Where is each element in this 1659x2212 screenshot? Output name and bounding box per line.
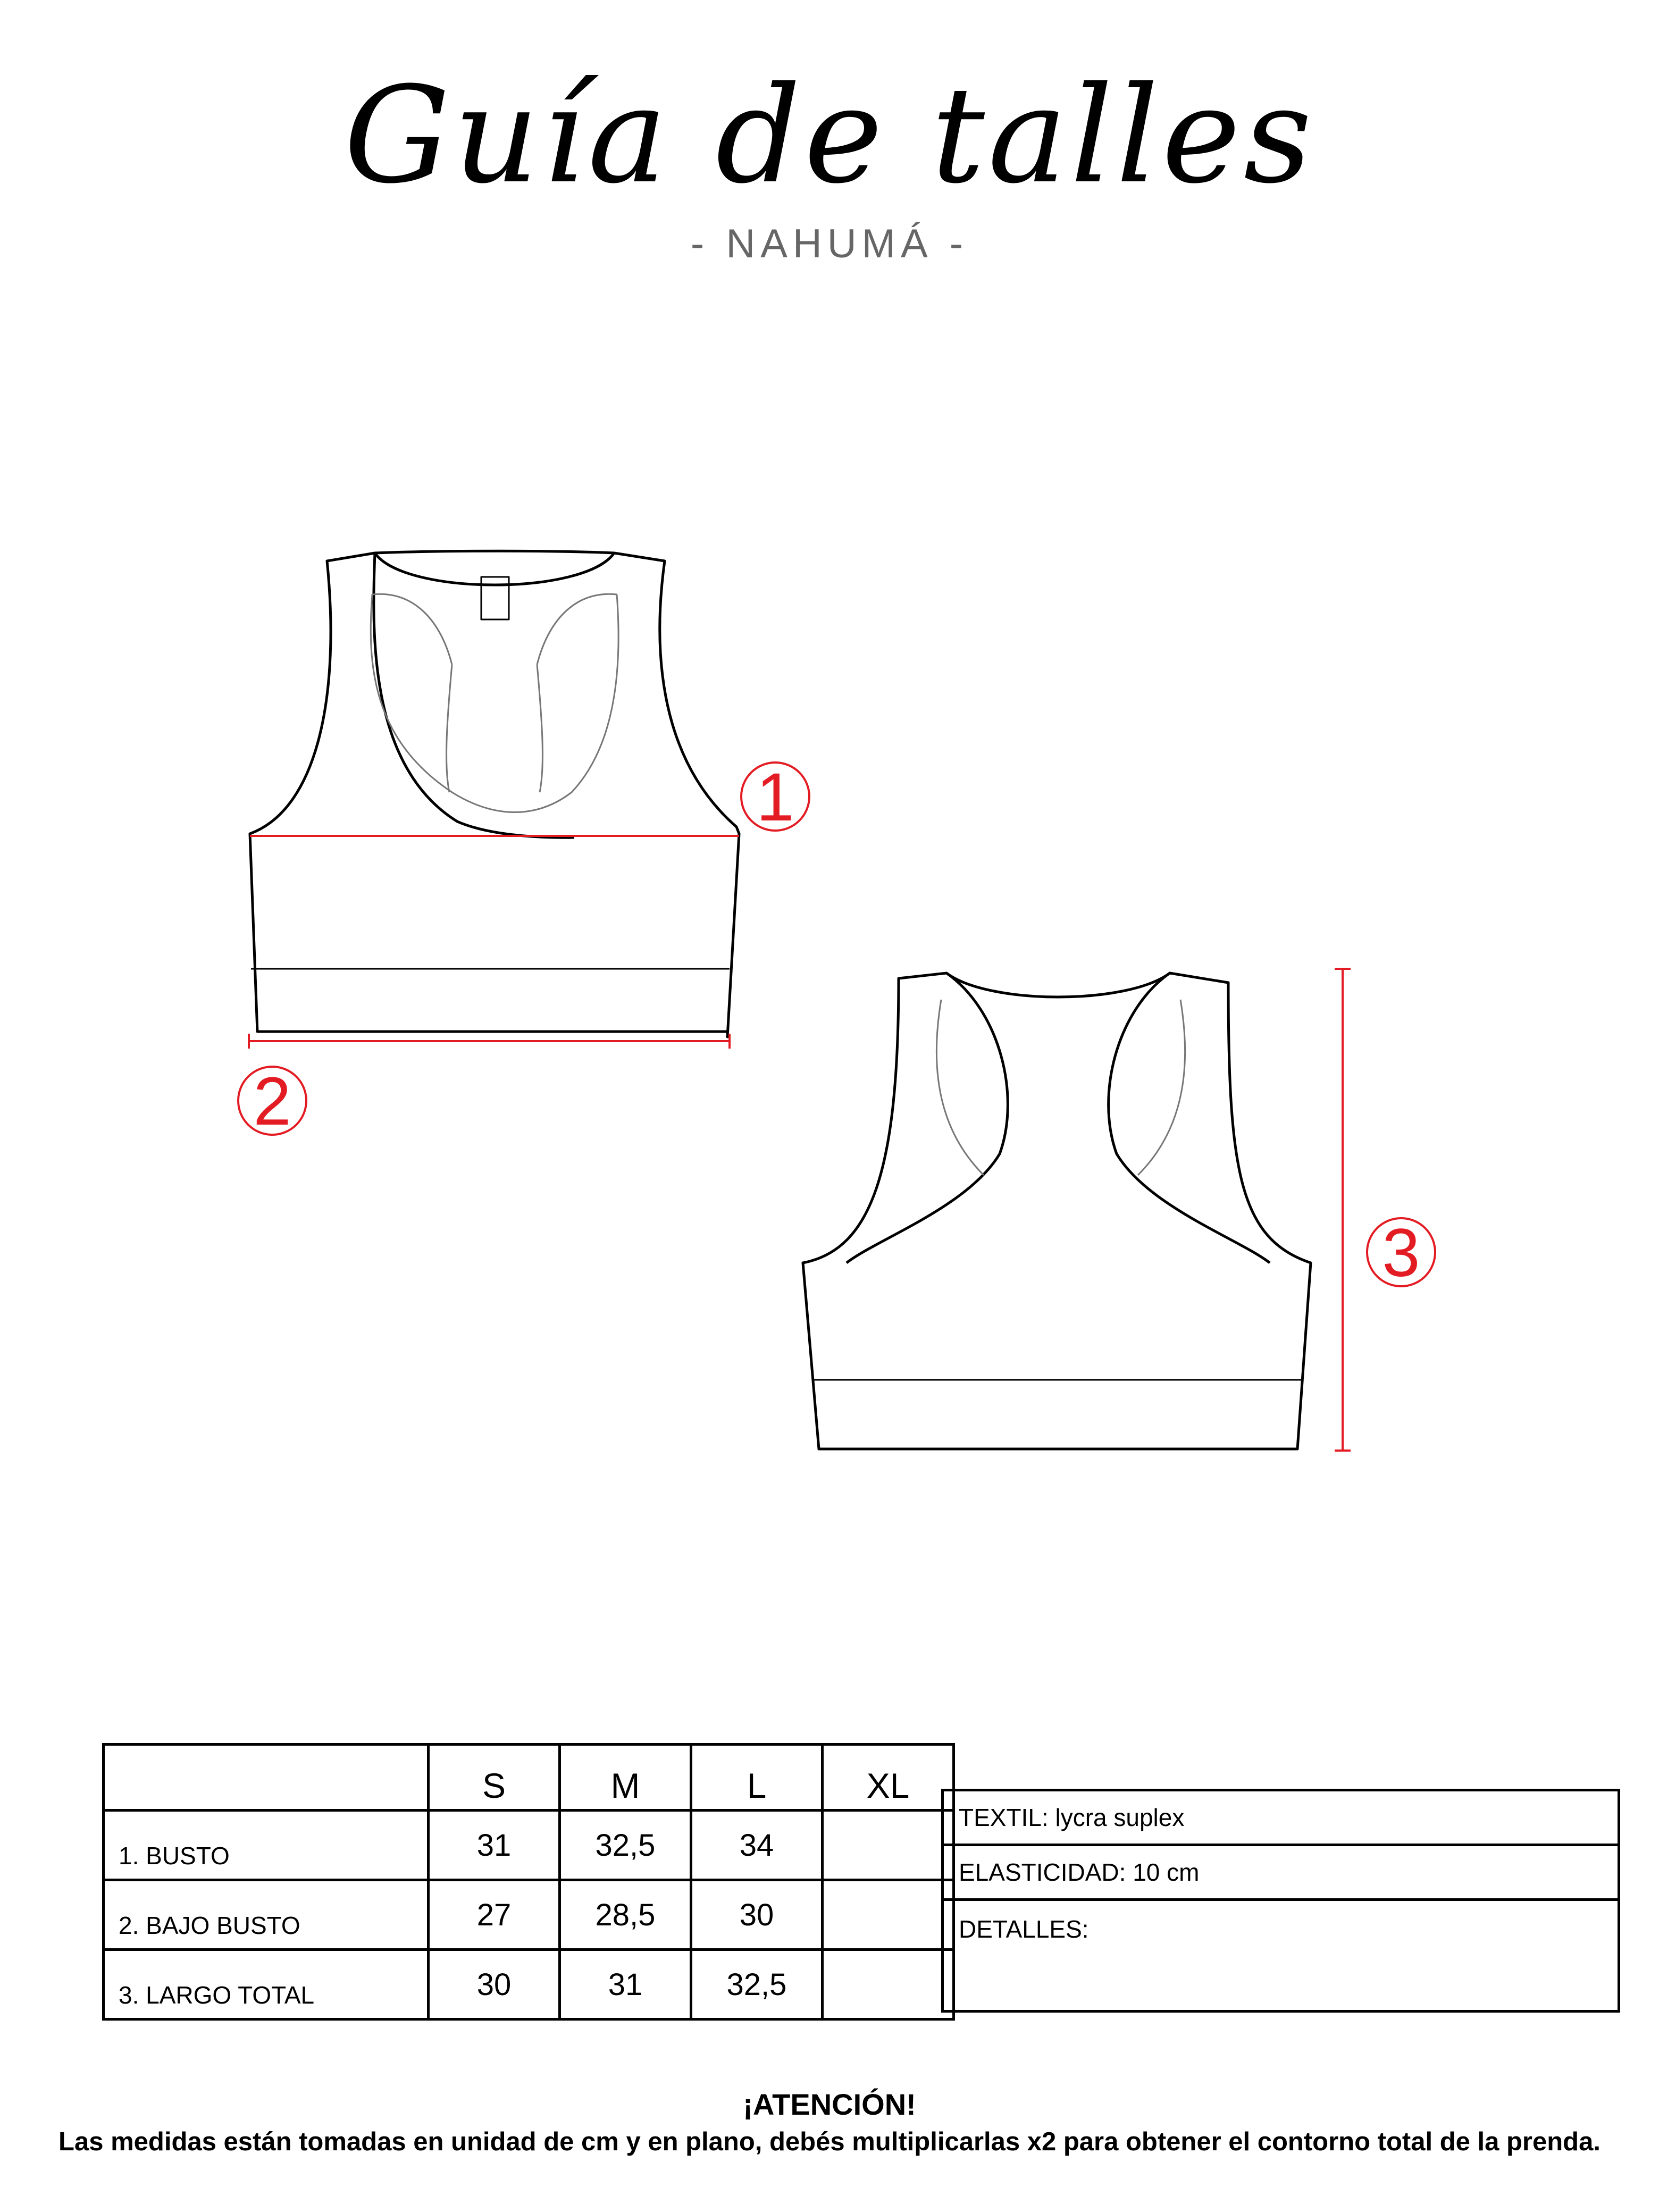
page-title: Guía de talles bbox=[343, 58, 1316, 213]
textil-info: TEXTIL: lycra suplex bbox=[943, 1790, 1619, 1845]
marker-3 bbox=[1367, 1215, 1435, 1291]
col-header-s: S bbox=[429, 1745, 560, 1811]
col-header-xl: XL bbox=[823, 1745, 954, 1811]
back-outline bbox=[803, 973, 1311, 1449]
table-cell: 30 bbox=[691, 1880, 823, 1950]
table-cell: 32,5 bbox=[691, 1950, 823, 2020]
table-cell bbox=[823, 1880, 954, 1950]
row-label: 1. BUSTO bbox=[104, 1811, 429, 1880]
col-header-m: M bbox=[560, 1745, 691, 1811]
table-cell: 30 bbox=[429, 1950, 560, 2020]
marker-2 bbox=[238, 1063, 306, 1139]
col-header-l: L bbox=[691, 1745, 823, 1811]
back-view bbox=[803, 973, 1311, 1449]
row-label: 2. BAJO BUSTO bbox=[104, 1880, 429, 1950]
table-cell: 31 bbox=[429, 1811, 560, 1880]
attention-heading: ¡ATENCIÓN! bbox=[743, 2088, 916, 2121]
table-row bbox=[104, 1880, 954, 1950]
front-outline bbox=[250, 551, 739, 1037]
table-cell: 28,5 bbox=[560, 1880, 691, 1950]
table-cell: 27 bbox=[429, 1880, 560, 1950]
size-table-header bbox=[104, 1745, 954, 1811]
table-row bbox=[104, 1950, 954, 2020]
brand-subtitle: - NAHUMÁ - bbox=[690, 221, 969, 266]
table-cell: 31 bbox=[560, 1950, 691, 2020]
marker-1-label: 1 bbox=[756, 759, 794, 835]
back-racer-left bbox=[847, 973, 1008, 1263]
marker-1 bbox=[741, 759, 809, 835]
detalles-info: DETALLES: bbox=[943, 1900, 1619, 2012]
back-racer-inner bbox=[936, 1000, 1185, 1175]
front-label-tag bbox=[481, 577, 509, 619]
back-racer-right bbox=[1109, 973, 1270, 1263]
marker-3-label: 3 bbox=[1382, 1215, 1420, 1291]
front-inner-back bbox=[371, 594, 618, 812]
table-cell: 34 bbox=[691, 1811, 823, 1880]
fabric-info-table bbox=[941, 1789, 1620, 2013]
elasticidad-info: ELASTICIDAD: 10 cm bbox=[943, 1845, 1619, 1900]
table-cell bbox=[823, 1950, 954, 2020]
row-label: 3. LARGO TOTAL bbox=[104, 1950, 429, 2020]
measurement-note: Las medidas están tomadas en unidad de cm y en plano, debés multiplicarlas x2 para obtener el contorno total de la prenda. bbox=[58, 2127, 1601, 2156]
front-neckline bbox=[375, 553, 614, 585]
header-empty-cell bbox=[104, 1745, 429, 1811]
table-cell: 32,5 bbox=[560, 1811, 691, 1880]
marker-2-label: 2 bbox=[253, 1063, 291, 1139]
size-table bbox=[102, 1743, 955, 2021]
table-row bbox=[104, 1811, 954, 1880]
table-cell bbox=[823, 1811, 954, 1880]
front-view bbox=[250, 551, 739, 1037]
measurement-lines bbox=[249, 836, 1351, 1451]
front-left-armhole bbox=[374, 553, 574, 837]
